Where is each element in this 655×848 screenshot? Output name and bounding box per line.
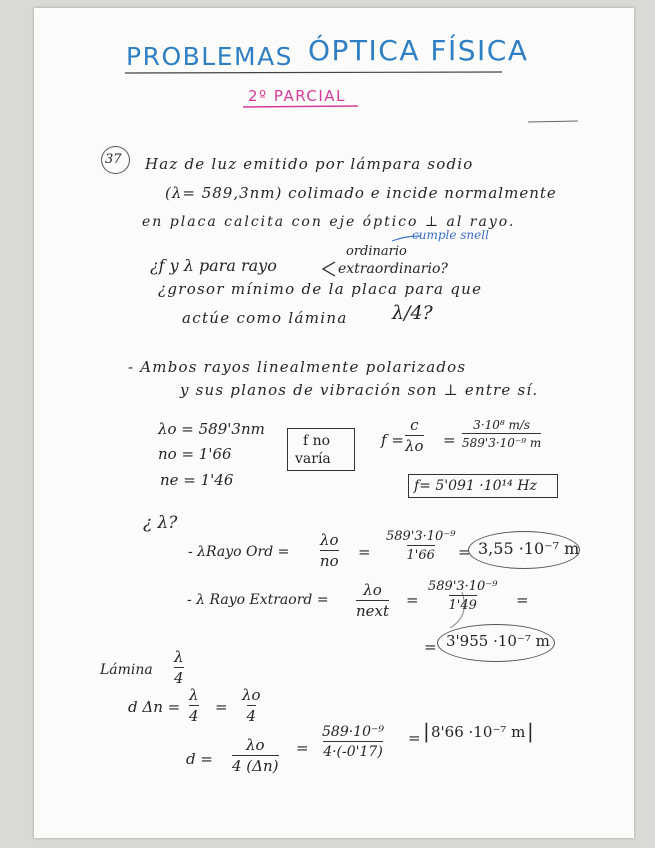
lamina-fraction xyxy=(170,650,188,686)
problem-line-4: ¿f y λ para rayo xyxy=(150,256,277,275)
problem-number: 37 xyxy=(105,152,122,167)
ord-label: - λRayo Ord = xyxy=(188,544,290,560)
dDn-eq: = xyxy=(215,698,228,716)
d-fraction-1 xyxy=(232,738,279,774)
f-num2: 3·10⁸ m/s xyxy=(473,418,531,432)
dDn-fraction-1 xyxy=(185,688,203,724)
quarter-lambda: λ/4? xyxy=(392,302,433,324)
varia-label: varía xyxy=(295,451,331,467)
ordinario-label: ordinario xyxy=(346,244,407,259)
f-den2: 589'3·10⁻⁹ m xyxy=(462,433,541,449)
answer-line-2: y sus planos de vibración son ⊥ entre sí. xyxy=(180,381,539,399)
f-den: λo xyxy=(405,437,424,455)
d-den2: 4·(-0'17) xyxy=(323,741,383,759)
problem-line-3: en placa calcita con eje óptico ⊥ al rayo. xyxy=(142,214,516,230)
dDn-num2: λo xyxy=(242,686,261,704)
d-fraction-2 xyxy=(318,725,388,759)
ord-fraction-2 xyxy=(382,530,459,562)
subtitle-underline xyxy=(243,106,358,107)
ext-result: 3'955 ·10⁻⁷ m xyxy=(446,632,550,650)
ext-den: next xyxy=(356,602,390,620)
title-optica-fisica: ÓPTICA FÍSICA xyxy=(308,34,529,67)
d-eq2: = xyxy=(408,729,421,747)
ord-fraction-1 xyxy=(316,533,343,569)
f-fraction-1 xyxy=(405,418,424,454)
d-result-bar-right: | xyxy=(527,719,534,743)
lamina-den: 4 xyxy=(173,669,184,687)
f-fraction-2 xyxy=(462,419,541,449)
ord-den: no xyxy=(319,552,339,570)
ord-den2: 1'66 xyxy=(407,545,435,562)
f-lhs: f = xyxy=(381,431,404,449)
f-no-label: f no xyxy=(303,433,331,449)
ext-den2: 1'49 xyxy=(449,595,477,612)
dDn-label: d Δn = xyxy=(128,698,181,716)
lamina-label: Lámina xyxy=(100,662,153,678)
d-den1: 4 (Δn) xyxy=(232,757,279,775)
ord-num: λo xyxy=(320,531,339,549)
ext-fraction-2 xyxy=(424,580,501,612)
d-eq: = xyxy=(296,739,309,757)
dDn-num1: λ xyxy=(189,686,199,704)
ord-eq2: = xyxy=(458,543,471,561)
d-num1: λo xyxy=(245,736,265,754)
d-num2: 589·10⁻⁹ xyxy=(322,724,384,740)
ext-fraction-1 xyxy=(356,583,389,619)
ext-num: λo xyxy=(363,581,382,599)
ext-label: - λ Rayo Extraord = xyxy=(187,592,329,608)
brace-stroke xyxy=(323,262,335,276)
ext-eq: = xyxy=(406,591,419,609)
lamina-num: λ xyxy=(174,648,184,666)
problem-line-1: Haz de luz emitido por lámpara sodio xyxy=(145,155,474,173)
n0-value: no = 1'66 xyxy=(158,445,232,463)
problem-line-6: actúe como lámina xyxy=(182,309,348,327)
d-result: 8'66 ·10⁻⁷ m xyxy=(431,723,526,741)
d-label: d = xyxy=(186,750,213,768)
extraordinario-label: extraordinario? xyxy=(338,261,448,277)
problem-line-5: ¿grosor mínimo de la placa para que xyxy=(158,280,483,298)
lambda0-value: λo = 589'3nm xyxy=(158,420,265,438)
ord-result: 3,55 ·10⁻⁷ m xyxy=(478,539,580,558)
subtitle-parcial: 2º PARCIAL xyxy=(248,87,346,105)
f-eq: = xyxy=(443,431,456,449)
f-result: f= 5'091 ·10¹⁴ Hz xyxy=(414,478,537,494)
title-problemas: PROBLEMAS xyxy=(126,42,294,71)
dDn-den2: 4 xyxy=(246,707,257,725)
ext-num2: 589'3·10⁻⁹ xyxy=(428,579,498,594)
ord-num2: 589'3·10⁻⁹ xyxy=(386,529,456,544)
problem-line-2: (λ= 589,3nm) colimado e incide normalmente xyxy=(165,184,557,202)
dDn-fraction-2 xyxy=(238,688,265,724)
margin-line xyxy=(528,121,578,122)
lambda-question: ¿ λ? xyxy=(143,513,178,533)
d-result-bar-left: | xyxy=(423,719,430,743)
ext-eq2: = xyxy=(516,591,529,609)
dDn-den1: 4 xyxy=(188,707,199,725)
title-underline xyxy=(125,72,502,73)
ne-value: ne = 1'46 xyxy=(160,471,234,489)
ext-eq3: = xyxy=(424,638,437,656)
ord-eq: = xyxy=(358,543,371,561)
snell-note: cumple snell xyxy=(412,228,489,242)
answer-line-1: - Ambos rayos linealmente polarizados xyxy=(128,358,467,376)
f-num: c xyxy=(410,416,419,434)
